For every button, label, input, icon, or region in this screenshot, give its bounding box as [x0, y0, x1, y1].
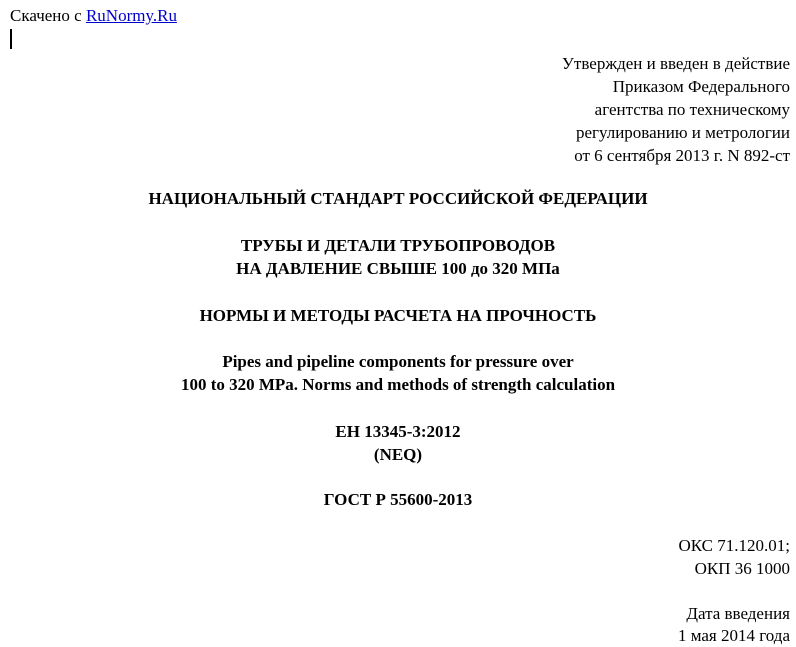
- introduction-date-block: [678, 603, 790, 647]
- gost-number-text: ГОСТ Р 55600-2013: [323, 490, 473, 509]
- approval-line: Приказом Федерального: [612, 77, 790, 96]
- english-title-line-1: Pipes and pipeline components for pressure over: [222, 352, 574, 371]
- okc-code: ОКС 71.120.01;: [678, 536, 790, 555]
- english-title-line-2: 100 to 320 MPa. Norms and methods of strength calculation: [180, 375, 616, 394]
- standard-type-heading: [0, 187, 796, 210]
- norms-heading: [0, 304, 796, 327]
- subject-line-1: ТРУБЫ И ДЕТАЛИ ТРУБОПРОВОДОВ: [240, 236, 556, 255]
- subject-line-2: НА ДАВЛЕНИЕ СВЫШЕ 100 до 320 МПа: [236, 259, 560, 278]
- standard-type-text: НАЦИОНАЛЬНЫЙ СТАНДАРТ РОССИЙСКОЙ ФЕДЕРАЦИИ: [148, 189, 648, 208]
- download-prefix: Скачено с: [10, 6, 82, 25]
- introduction-label: Дата введения: [686, 604, 790, 623]
- runormy-link[interactable]: RuNormy.Ru: [85, 6, 177, 25]
- approval-line: от 6 сентября 2013 г. N 892-ст: [574, 146, 790, 165]
- gost-number-heading: [0, 488, 796, 511]
- approval-line: агентства по техническому: [594, 100, 790, 119]
- en-reference: [0, 420, 796, 466]
- english-title: [0, 350, 796, 396]
- classification-block: [678, 534, 790, 580]
- okp-code: ОКП 36 1000: [694, 559, 790, 578]
- introduction-date: 1 мая 2014 года: [677, 626, 790, 645]
- approval-block: [562, 52, 790, 167]
- approval-line: регулированию и метрологии: [575, 123, 790, 142]
- en-reference-equivalence: (NEQ): [373, 445, 423, 464]
- en-reference-code: ЕН 13345-3:2012: [335, 422, 461, 441]
- subject-heading: [0, 234, 796, 280]
- text-cursor: [10, 29, 12, 49]
- download-source-line: [10, 6, 177, 26]
- approval-line: Утвержден и введен в действие: [561, 54, 790, 73]
- norms-title-text: НОРМЫ И МЕТОДЫ РАСЧЕТА НА ПРОЧНОСТЬ: [199, 306, 597, 325]
